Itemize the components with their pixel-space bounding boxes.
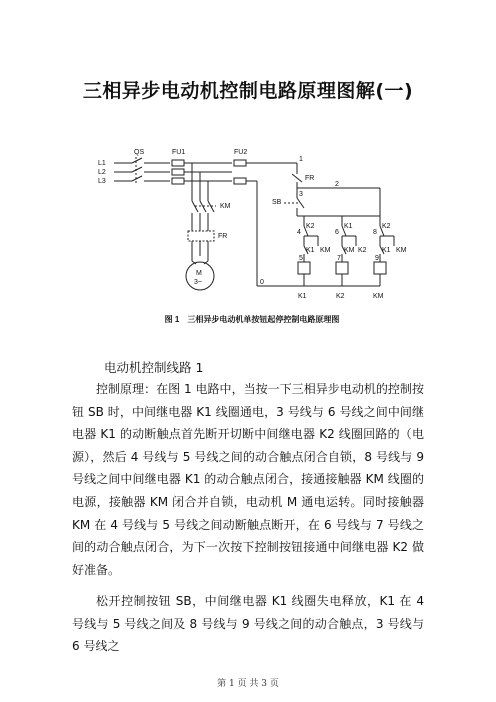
node-1: 1 bbox=[299, 156, 303, 163]
node-8: 8 bbox=[373, 229, 377, 236]
node-2: 2 bbox=[335, 181, 339, 188]
node-5: 5 bbox=[299, 255, 303, 262]
label-sb: SB bbox=[272, 199, 282, 206]
contact-k1-b: K1 bbox=[306, 247, 315, 254]
motor-phase-label: 3~ bbox=[194, 279, 202, 286]
contact-k1-c: K1 bbox=[382, 247, 391, 254]
node-6: 6 bbox=[335, 229, 339, 236]
node-3: 3 bbox=[299, 191, 303, 198]
circuit-diagram bbox=[92, 146, 412, 346]
label-qs: QS bbox=[134, 149, 145, 156]
coil-label-k1: K1 bbox=[298, 293, 307, 300]
contact-km-b: KM bbox=[344, 247, 355, 254]
node-9: 9 bbox=[375, 255, 379, 262]
circuit-diagram-figure bbox=[92, 146, 412, 346]
label-fu1: FU1 bbox=[172, 149, 186, 156]
contact-k1-a: K1 bbox=[344, 223, 353, 230]
paragraph-2: 松开控制按钮 SB，中间继电器 K1 线圈失电释放，K1 在 4 号线与 5 号线之间及 8 号线与 9 号线之间的动合触点，3 号线与 6 号线之 bbox=[72, 594, 424, 654]
node-7: 7 bbox=[337, 255, 341, 262]
contact-k2-a: K2 bbox=[306, 223, 315, 230]
label-km-main: KM bbox=[220, 203, 231, 210]
label-fr-main: FR bbox=[218, 233, 228, 240]
section-heading: 电动机控制线路 1 bbox=[104, 360, 204, 375]
page-footer: 第 1 页 共 3 页 bbox=[217, 679, 279, 689]
label-fu2: FU2 bbox=[234, 149, 248, 156]
figure-caption: 图 1 三相异步电动机单按钮起停控制电路原理图 bbox=[164, 315, 340, 324]
coil-label-k2: K2 bbox=[336, 293, 345, 300]
page-title: 三相异步电动机控制电路原理图解(一) bbox=[82, 80, 414, 102]
contact-k2-b: K2 bbox=[382, 223, 391, 230]
label-fr-control: FR bbox=[305, 175, 315, 182]
line-label-l1: L1 bbox=[98, 160, 106, 167]
line-label-l3: L3 bbox=[98, 178, 106, 185]
contact-km-a: KM bbox=[320, 247, 331, 254]
contact-km-c: KM bbox=[396, 247, 407, 254]
paragraph-1: 控制原理：在图 1 电路中，当按一下三相异步电动机的控制按钮 SB 时，中间继电器 K1 线圈通电，3 号线与 6 号线之间中间继电器 K1 的动断触点首先断开切断中间继电器 K2 线圈回路的（电源），然后 4 号线与 5 号线之间的动合触点闭合自锁，8 号线与 9 号线之间中间继电器 K1 的动合触点闭合，接通接触器 KM 线圈的电源，接触器 KM 闭合并自锁，电动机 M 通电运转。同时接触器 KM 在 4 号线与 5 号线之间动断触点断开，在 6 号线与 7 号线之间的动合触点闭合，为下一次按下控制按钮接通中间继电器 K2 做好准备。 bbox=[72, 382, 424, 577]
node-4: 4 bbox=[297, 229, 301, 236]
contact-k2-c: K2 bbox=[358, 247, 367, 254]
line-label-l2: L2 bbox=[98, 169, 106, 176]
motor-label: M bbox=[196, 270, 202, 277]
node-0: 0 bbox=[260, 279, 264, 286]
coil-label-km: KM bbox=[373, 293, 384, 300]
